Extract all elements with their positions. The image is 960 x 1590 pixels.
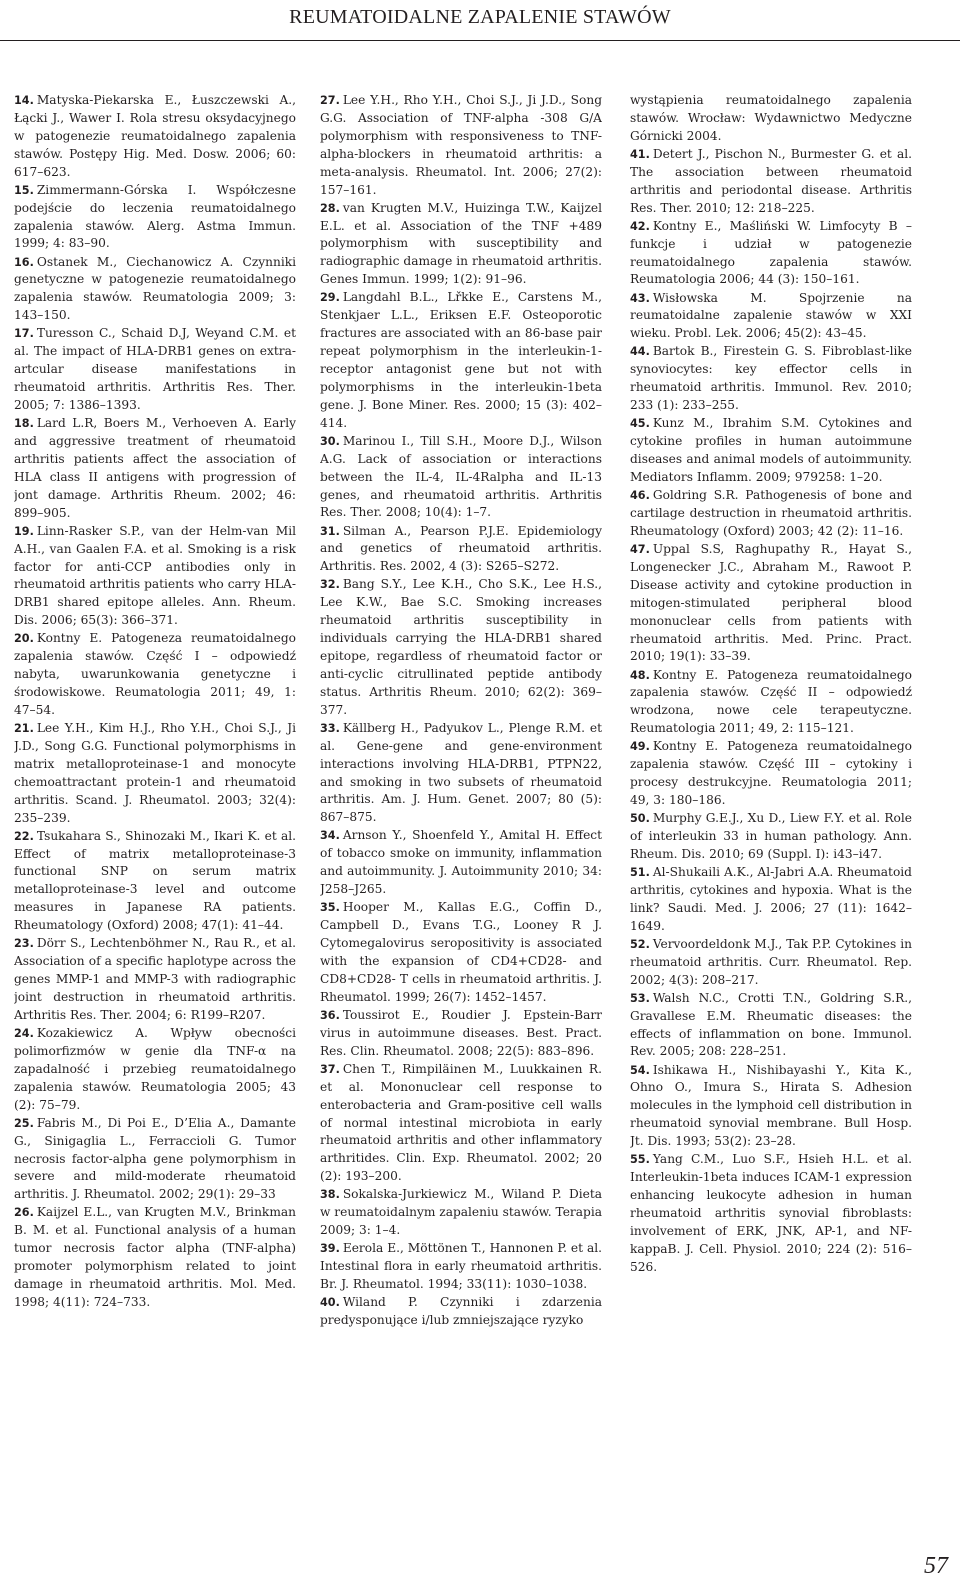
reference-number: 26. — [14, 1206, 34, 1220]
reference-column-3 — [630, 92, 912, 1532]
reference-text: Uppal S.S, Raghupathy R., Hayat S., Longenecker J.C., Abraham M., Rawoot P. Disease activity and cytokine production in mitogen-stimulated peripheral blood mononuclear cells from patients with rheumatoid arthritis. Med. Princ. Pract. 2010; 19(1): 33–39. — [630, 541, 912, 664]
reference-entry — [320, 92, 602, 199]
reference-number: 49. — [630, 740, 650, 754]
reference-text: Kontny E., Maśliński W. Limfocyty B – funkcje i udział w patogenezie reumatoidalnego zapalenia stawów. Reumatologia 2006; 44 (3): 150–161. — [630, 218, 912, 287]
reference-entry — [14, 630, 296, 720]
reference-number: 34. — [320, 829, 340, 843]
reference-number: 47. — [630, 542, 650, 556]
reference-text: Kozakiewicz A. Wpływ obecności polimorfizmów w genie dla TNF-α na zapadalność i przebieg reumatoidalnego zapalenia stawów. Reumatologia 2005; 43 (2): 75–79. — [14, 1026, 296, 1112]
reference-number: 35. — [320, 901, 340, 915]
reference-number: 14. — [14, 94, 34, 107]
reference-entry — [630, 218, 912, 290]
reference-number: 22. — [14, 829, 34, 843]
reference-text: Bartok B., Firestein G. S. Fibroblast-like synoviocytes: key effector cells in rheumatoid arthritis. Immunol. Rev. 2010; 233 (1): 233–255. — [630, 344, 912, 413]
reference-entry — [14, 254, 296, 326]
reference-text: Kaijzel E.L., van Krugten M.V., Brinkman B. M. et al. Functional analysis of a human tumor necrosis factor alpha (TNF-alpha) promoter polymorphism related to joint damage in rheumatoid arthritis. Mol. Med. 1998; 4(11): 724–733. — [14, 1205, 296, 1309]
reference-entry — [14, 182, 296, 254]
reference-text: Eerola E., Möttönen T., Hannonen P. et al. Intestinal flora in early rheumatoid arthritis. Br. J. Rheumatol. 1994; 33(11): 1030–1038. — [320, 1241, 602, 1292]
reference-number: 40. — [320, 1296, 340, 1310]
reference-number: 36. — [320, 1008, 340, 1022]
reference-list — [14, 92, 948, 1532]
reference-text: van Krugten M.V., Huizinga T.W., Kaijzel E.L. et al. Association of the TNF +489 polymorphism with susceptibility and radiographic damage in rheumatoid arthritis. Genes Immun. 1999; 1(2): 91–96. — [320, 200, 602, 287]
reference-number: 15. — [14, 183, 34, 197]
reference-text: Dörr S., Lechtenböhmer N., Rau R., et al. Association of a specific haplotype across the genes MMP-1 and MMP-3 with radiographic joint destruction in rheumatoid arthritis. Arthritis Res. Ther. 2004; 6: R199–R207. — [14, 936, 296, 1022]
reference-entry — [14, 523, 296, 630]
reference-number: 38. — [320, 1188, 340, 1202]
reference-text: wystąpienia reumatoidalnego zapalenia stawów. Wrocław: Wydawnictwo Medyczne Górnicki 2004. — [630, 93, 912, 143]
reference-number: 41. — [630, 147, 650, 161]
reference-number: 31. — [320, 524, 340, 538]
reference-text: Al-Shukaili A.K., Al-Jabri A.A. Rheumatoid arthritis, cytokines and hypoxia. What is the link? Saudi. Med. J. 2006; 27 (11): 1642–1649. — [630, 865, 912, 933]
reference-text: Wisłowska M. Spojrzenie na reumatoidalne zapalenie stawów w XXI wieku. Probl. Lek. 2006; 45(2): 43–45. — [630, 290, 912, 341]
reference-entry — [320, 899, 602, 1006]
reference-text: Ishikawa H., Nishibayashi Y., Kita K., Ohno O., Imura S., Hirata S. Adhesion molecules in the lymphoid cell distribution in rheumatoid synovial membrane. Bull Hosp. Jt. Dis. 1993; 53(2): 23–28. — [630, 1062, 912, 1149]
reference-column-2 — [320, 92, 602, 1532]
reference-entry — [14, 1025, 296, 1115]
reference-entry — [630, 990, 912, 1062]
reference-number: 44. — [630, 345, 650, 359]
reference-number: 25. — [14, 1116, 34, 1130]
reference-number: 24. — [14, 1027, 34, 1040]
reference-text: Ostanek M., Ciechanowicz A. Czynniki genetyczne w patogenezie reumatoidalnego zapalenia stawów. Reumatologia 2009; 3: 143–150. — [14, 254, 296, 323]
reference-number: 33. — [320, 721, 340, 735]
reference-number: 17. — [14, 327, 34, 341]
reference-entry — [630, 1062, 912, 1152]
reference-text: Arnson Y., Shoenfeld Y., Amital H. Effect of tobacco smoke on immunity, inflammation and autoimmunity. J. Autoimmunity 2010; 34: J258–J265. — [320, 828, 602, 897]
reference-entry — [630, 810, 912, 864]
reference-text: Kontny E. Patogeneza reumatoidalnego zapalenia stawów. Część I – odpowiedź nabyta, uwarunkowania genetyczne i środowiskowe. Reumatologia 2011; 49, 1: 47–54. — [14, 631, 296, 717]
reference-entry — [320, 1294, 602, 1330]
reference-text: Källberg H., Padyukov L., Plenge R.M. et al. Gene-gene and gene-environment interactions involving HLA-DRB1, PTPN22, and smoking in two subsets of rheumatoid arthritis. Am. J. Hum. Genet. 2007; 80 (5): 867–875. — [320, 720, 602, 825]
reference-number: 46. — [630, 489, 650, 503]
reference-entry — [630, 541, 912, 666]
reference-column-1 — [14, 92, 296, 1532]
reference-entry — [320, 827, 602, 899]
reference-entry — [630, 415, 912, 487]
reference-number: 23. — [14, 937, 34, 951]
reference-number: 20. — [14, 632, 34, 646]
reference-entry — [320, 523, 602, 577]
reference-text: Silman A., Pearson P.J.E. Epidemiology and genetics of rheumatoid arthritis. Arthritis. Res. 2002, 4 (3): S265–S272. — [320, 523, 602, 574]
reference-text: Kontny E. Patogeneza reumatoidalnego zapalenia stawów. Część III – cytokiny i procesy destrukcyjne. Reumatologia 2011; 49, 3: 180–186. — [630, 739, 912, 808]
reference-entry — [14, 415, 296, 522]
reference-entry — [630, 146, 912, 218]
reference-entry — [320, 1061, 602, 1186]
reference-text: Marinou I., Till S.H., Moore D.J., Wilson A.G. Lack of association or interactions between the IL-4, IL-4Ralpha and IL-13 genes, and rheumatoid arthritis. Arthritis Res. Ther. 2008; 10(4): 1–7. — [320, 433, 602, 520]
reference-entry — [320, 289, 602, 432]
reference-entry — [630, 92, 912, 146]
reference-text: Hooper M., Kallas E.G., Coffin D., Campbell D., Evans T.G., Looney R J. Cytomegalovirus seropositivity is associated with the expansion of CD4+CD28- and CD8+CD28- T cells in rheumatoid arthritis. J. Rheumatol. 1999; 26(7): 1452–1457. — [320, 900, 602, 1004]
reference-entry — [630, 487, 912, 541]
reference-number: 30. — [320, 434, 340, 448]
reference-text: Kontny E. Patogeneza reumatoidalnego zapalenia stawów. Część II – odpowiedź wrodzona, nowe cele terapeutyczne. Reumatologia 2011; 49, 2: 115–121. — [630, 667, 912, 736]
reference-entry — [320, 1186, 602, 1240]
reference-entry — [630, 738, 912, 810]
reference-text: Zimmermann-Górska I. Współczesne podejście do leczenia reumatoidalnego zapalenia stawów. Alerg. Astma Immun. 1999; 4: 83–90. — [14, 182, 296, 251]
reference-text: Wiland P. Czynniki i zdarzenia predysponujące i/lub zmniejszające ryzyko — [320, 1295, 602, 1328]
reference-text: Lard L.R, Boers M., Verhoeven A. Early and aggressive treatment of rheumatoid arthritis patients affect the association of HLA class II antigens with progression of jont damage. Arthritis Rheum. 2002; 46: 899–905. — [14, 416, 296, 520]
header-rule — [0, 40, 960, 41]
reference-text: Lee Y.H., Kim H.J., Rho Y.H., Choi S.J., Ji J.D., Song G.G. Functional polymorphisms in matrix metalloproteinase-1 and monocyte chemoattractant protein-1 and rheumatoid arthritis. Scand. J. Rheumatol. 2003; 32(4): 235–239. — [14, 721, 296, 825]
reference-number: 48. — [630, 668, 650, 682]
reference-entry — [630, 343, 912, 415]
reference-entry — [320, 200, 602, 290]
reference-text: Fabris M., Di Poi E., D’Elia A., Damante G., Sinigaglia L., Ferraccioli G. Tumor necrosis factor-alpha gene polymorphism in severe and mild-moderate rheumatoid arthritis. J. Rheumatol. 2002; 29(1): 29–33 — [14, 1115, 296, 1202]
reference-entry — [14, 935, 296, 1025]
reference-entry — [320, 433, 602, 523]
reference-number: 45. — [630, 417, 650, 431]
reference-number: 19. — [14, 524, 34, 538]
reference-text: Turesson C., Schaid D.J, Weyand C.M. et al. The impact of HLA-DRB1 genes on extra-artcular disease manifestations in rheumatoid arthritis. Arthritis Res. Ther. 2005; 7: 1386–1393. — [14, 326, 296, 412]
reference-entry — [630, 667, 912, 739]
reference-text: Kunz M., Ibrahim S.M. Cytokines and cytokine profiles in human autoimmune diseases and animal models of autoimmunity. Mediators Inflamm. 2009; 979258: 1–20. — [630, 416, 912, 484]
reference-text: Chen T., Rimpiläinen M., Luukkainen R. et al. Mononuclear cell response to enterobacteria and Gram-positive cell walls of normal intestinal microbiota in early rheumatoid arthritis and other inflammatory arthritides. Clin. Exp. Rheumatol. 2002; 20 (2): 193–200. — [320, 1061, 602, 1184]
reference-number: 16. — [14, 255, 34, 269]
reference-text: Walsh N.C., Crotti T.N., Goldring S.R., Gravallese E.M. Rheumatic diseases: the effects of inflammation on bone. Immunol. Rev. 2005; 208: 228–251. — [630, 990, 912, 1059]
reference-number: 32. — [320, 578, 340, 592]
reference-number: 52. — [630, 937, 650, 951]
reference-entry — [14, 1204, 296, 1311]
reference-text: Goldring S.R. Pathogenesis of bone and cartilage destruction in rheumatoid arthritis. Rheumatology (Oxford) 2003; 42 (2): 11–16. — [630, 488, 912, 538]
reference-number: 21. — [14, 722, 34, 736]
reference-entry — [630, 290, 912, 344]
reference-number: 39. — [320, 1242, 340, 1256]
reference-text: Detert J., Pischon N., Burmester G. et al. The association between rheumatoid arthritis and periodontal disease. Arthritis Res. Ther. 2010; 12: 218–225. — [630, 146, 912, 215]
reference-text: Murphy G.E.J., Xu D., Liew F.Y. et al. Role of interleukin 33 in human pathology. Ann. Rheum. Dis. 2010; 69 (Suppl. I): i43–i47. — [630, 811, 912, 861]
reference-entry — [320, 720, 602, 827]
reference-number: 18. — [14, 417, 34, 431]
reference-text: Bang S.Y., Lee K.H., Cho S.K., Lee H.S., Lee K.W., Bae S.C. Smoking increases rheumatoid arthritis susceptibility in individuals carrying the HLA-DRB1 shared epitope, regardless of rheumatoid factor or anti-cyclic citrullinated peptide antibody status. Arthritis Rheum. 2010; 62(2): 369–377. — [320, 577, 602, 717]
reference-number: 51. — [630, 866, 650, 880]
reference-number: 27. — [320, 94, 340, 107]
reference-number: 50. — [630, 812, 650, 826]
reference-entry — [630, 864, 912, 936]
reference-entry — [14, 1115, 296, 1205]
reference-text: Toussirot E., Roudier J. Epstein-Barr virus in autoimmune diseases. Best. Pract. Res. Clin. Rheumatol. 2008; 22(5): 883–896. — [320, 1007, 602, 1058]
reference-number: 37. — [320, 1062, 340, 1076]
running-head-title: REUMATOIDALNE ZAPALENIE STAWÓW — [289, 6, 671, 28]
reference-entry — [14, 92, 296, 182]
reference-text: Matyska-Piekarska E., Łuszczewski A., Łącki J., Wawer I. Rola stresu oksydacyjnego w patogenezie reumatoidalnego zapalenia stawów. Postępy Hig. Med. Dosw. 2006; 60: 617–623. — [14, 93, 296, 179]
reference-number: 28. — [320, 201, 340, 215]
reference-text: Lee Y.H., Rho Y.H., Choi S.J., Ji J.D., Song G.G. Association of TNF-alpha -308 G/A polymorphism with responsiveness to TNF-alpha-blockers in rheumatoid arthritis: a meta-analysis. Rheumatol. Int. 2006; 27(2): 157–161. — [320, 93, 602, 197]
reference-number: 42. — [630, 219, 650, 233]
reference-entry — [320, 1007, 602, 1061]
reference-text: Langdahl B.L., Lřkke E., Carstens M., Stenkjaer L.L., Eriksen E.F. Osteoporotic fractures are associated with an 86-base pair repeat polymorphism in the interleukin-1-receptor antagonist gene but not with polymorphisms in the interleukin-1beta gene. J. Bone Miner. Res. 2000; 15 (3): 402–414. — [320, 290, 602, 430]
reference-number: 43. — [630, 291, 650, 305]
reference-text: Linn-Rasker S.P., van der Helm-van Mil A.H., van Gaalen F.A. et al. Smoking is a risk factor for anti-CCP antibodies only in rheumatoid arthritis patients who carry HLA-DRB1 shared epitope alleles. Ann. Rheum. Dis. 2006; 65(3): 366–371. — [14, 523, 296, 628]
reference-text: Tsukahara S., Shinozaki M., Ikari K. et al. Effect of matrix metalloproteinase-3 functional SNP on serum matrix metalloproteinase-3 level and outcome measures in Japanese RA patients. Rheumatology (Oxford) 2008; 47(1): 41–44. — [14, 828, 296, 933]
page-number: 57 — [924, 1553, 948, 1579]
reference-number: 53. — [630, 991, 650, 1005]
reference-entry — [630, 1151, 912, 1276]
reference-entry — [320, 576, 602, 719]
reference-entry — [630, 936, 912, 990]
reference-text: Yang C.M., Luo S.F., Hsieh H.L. et al. Interleukin-1beta induces ICAM-1 expression enhancing leukocyte adhesion in human rheumatoid arthritis synovial fibroblasts: involvement of ERK, JNK, AP-1, and NF-kappaB. J. Cell. Physiol. 2010; 224 (2): 516–526. — [630, 1152, 912, 1274]
reference-number: 55. — [630, 1153, 650, 1167]
reference-entry — [14, 720, 296, 827]
reference-entry — [14, 325, 296, 415]
reference-text: Sokalska-Jurkiewicz M., Wiland P. Dieta w reumatoidalnym zapaleniu stawów. Terapia 2009; 3: 1–4. — [320, 1187, 602, 1238]
reference-text: Vervoordeldonk M.J., Tak P.P. Cytokines in rheumatoid arthritis. Curr. Rheumatol. Rep. 2002; 4(3): 208–217. — [630, 936, 912, 987]
reference-entry — [14, 828, 296, 935]
reference-number: 29. — [320, 291, 340, 305]
reference-entry — [320, 1240, 602, 1294]
reference-number: 54. — [630, 1063, 650, 1077]
